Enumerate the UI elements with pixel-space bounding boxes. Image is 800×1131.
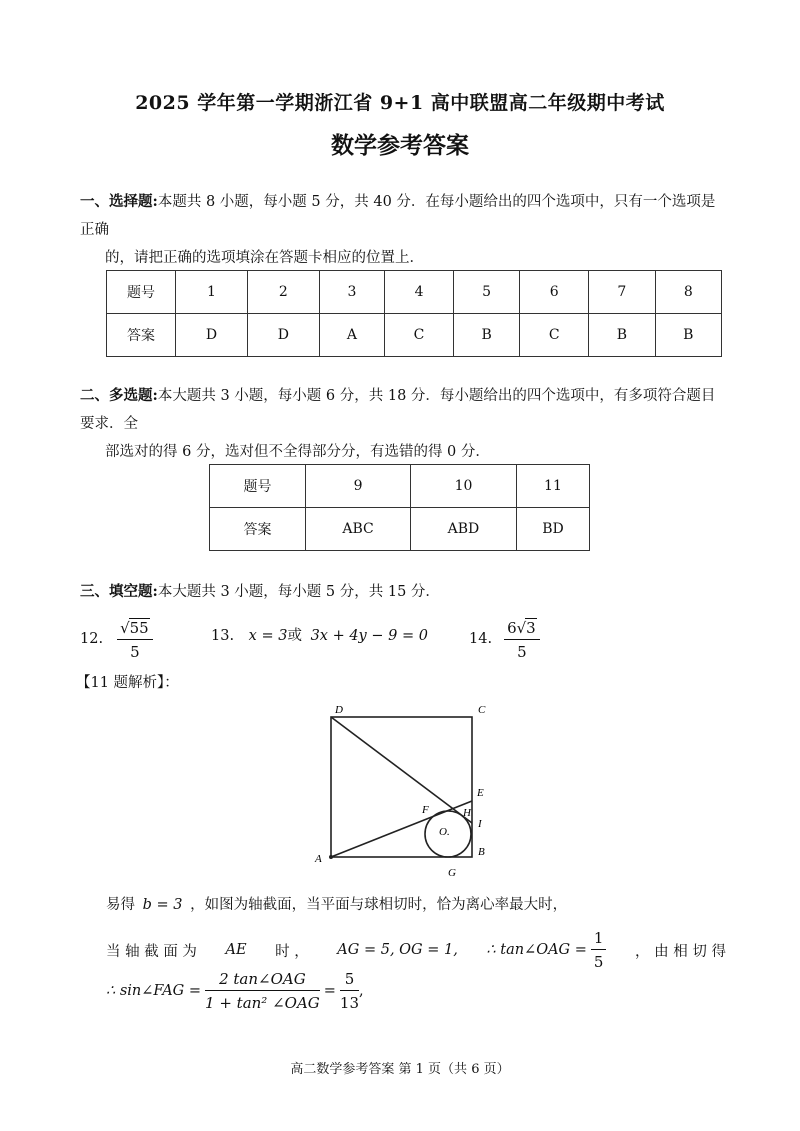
question-number: 6 xyxy=(520,271,589,314)
analysis-line3-post: , xyxy=(359,983,364,999)
question-number: 1 xyxy=(176,271,248,314)
tan-frac-numerator: 1 xyxy=(591,929,607,950)
q13-label: 13. xyxy=(211,628,235,644)
exam-title: 2025 学年第一学期浙江省 9+1 高中联盟高二年级期中考试 xyxy=(135,92,665,114)
answer-q13 xyxy=(211,624,428,645)
analysis-line2-tan xyxy=(486,929,606,971)
question-number: 11 xyxy=(516,465,589,508)
q12-denominator: 5 xyxy=(130,642,140,661)
label-c: C xyxy=(478,704,486,716)
sin-frac-denominator: 1 + tan² ∠OAG xyxy=(205,994,320,1012)
label-a: A xyxy=(315,853,322,865)
answer-cell: D xyxy=(176,314,248,357)
question-number: 4 xyxy=(385,271,454,314)
label-o: O. xyxy=(439,826,450,838)
result-frac-denominator: 13 xyxy=(339,994,360,1012)
section2-intro xyxy=(80,382,725,466)
analysis-line1-post: ，如图为轴截面，当平面与球相切时，恰为离心率最大时， xyxy=(190,897,568,913)
sin-fraction xyxy=(205,970,320,1012)
label-g: G xyxy=(448,867,456,879)
sin-frac-numerator: 2 tan∠OAG xyxy=(205,970,320,991)
answer-key-title: 数学参考答案 xyxy=(331,132,469,159)
answer-cell: BD xyxy=(516,508,589,551)
answer-cell: B xyxy=(655,314,721,357)
question-number: 7 xyxy=(589,271,655,314)
analysis-line2-e: ， 由 相 切 得 xyxy=(635,943,726,960)
section1-answer-table xyxy=(106,270,722,357)
analysis-line1-pre: 易得 xyxy=(106,897,135,913)
row-label-number: 题号 xyxy=(107,271,176,314)
section3-text: 本大题共 3 小题，每小题 5 分，共 15 分． xyxy=(157,584,440,600)
answer-cell: B xyxy=(453,314,519,357)
q14-coef: 6 xyxy=(507,618,517,637)
row-label-answer: 答案 xyxy=(107,314,176,357)
section1-heading: 一、选择题: xyxy=(80,193,158,210)
answer-cell: D xyxy=(247,314,319,357)
tan-frac-denominator: 5 xyxy=(593,953,604,971)
result-fraction xyxy=(340,970,359,1012)
line-a-to-e xyxy=(331,801,472,857)
question-number: 2 xyxy=(247,271,319,314)
answer-cell: ABD xyxy=(411,508,517,551)
table-row xyxy=(107,271,722,314)
row-label-number: 题号 xyxy=(210,465,306,508)
table-row xyxy=(210,508,590,551)
analysis-line1-eq: b = 3 xyxy=(142,897,183,913)
row-label-answer: 答案 xyxy=(210,508,306,551)
analysis-line3-eq: = xyxy=(323,983,336,999)
section3-heading: 三、填空题: xyxy=(80,583,158,600)
table-row xyxy=(210,465,590,508)
q14-label: 14. xyxy=(469,631,493,647)
section2-heading: 二、多选题: xyxy=(80,387,158,404)
page-footer: 高二数学参考答案 第 1 页（共 6 页） xyxy=(290,1062,510,1077)
q12-radicand: 55 xyxy=(129,618,149,637)
analysis-line2-b: 时 ， xyxy=(275,943,309,960)
answer-cell: C xyxy=(385,314,454,357)
analysis-line1 xyxy=(106,893,567,914)
question-number: 5 xyxy=(453,271,519,314)
label-f: F xyxy=(422,804,429,816)
table-row xyxy=(107,314,722,357)
q14-denominator: 5 xyxy=(517,642,527,661)
q13-part2: 3x + 4y − 9 = 0 xyxy=(310,628,428,644)
question-number: 9 xyxy=(306,465,411,508)
q12-fraction xyxy=(117,618,153,661)
answer-cell: B xyxy=(589,314,655,357)
analysis-line3 xyxy=(106,968,364,1014)
answer-q12 xyxy=(80,616,153,662)
q12-label: 12. xyxy=(80,631,104,647)
question-number: 10 xyxy=(411,465,517,508)
q12-numerator: √55 xyxy=(117,618,153,640)
section3-intro xyxy=(80,578,725,606)
section1-text-line2: 的，请把正确的选项填涂在答题卡相应的位置上． xyxy=(105,250,424,266)
answer-cell: C xyxy=(520,314,589,357)
label-b: B xyxy=(478,846,485,858)
section1-intro xyxy=(80,188,725,272)
section2-text-line2: 部选对的得 6 分，选对但不全得部分分，有选错的得 0 分． xyxy=(105,444,490,460)
analysis-line2-ae: AE xyxy=(225,942,247,958)
result-frac-numerator: 5 xyxy=(340,970,359,991)
analysis-line3-pre: ∴ sin∠FAG = xyxy=(106,983,202,999)
geometry-figure xyxy=(310,698,510,882)
answer-cell: ABC xyxy=(306,508,411,551)
analysis-line2-d: ∴ tan∠OAG = xyxy=(486,942,587,958)
q14-fraction xyxy=(504,618,540,661)
q14-radicand: 3 xyxy=(526,618,536,637)
q13-or: 或 xyxy=(287,628,302,644)
square-outline xyxy=(331,717,472,857)
section2-answer-table xyxy=(209,464,590,551)
tan-fraction xyxy=(591,929,607,971)
section2-text-line1: 本大题共 3 小题，每小题 6 分，共 18 分．每小题给出的四个选项中，有多项符合题目要求．全 xyxy=(80,388,716,432)
label-d: D xyxy=(335,704,343,716)
analysis-line2 xyxy=(106,926,726,974)
section1-text-line1: 本题共 8 小题，每小题 5 分，共 40 分．在每小题给出的四个选项中，只有一个选项是正确 xyxy=(80,194,716,238)
answer-cell: A xyxy=(319,314,384,357)
q13-part1: x = 3 xyxy=(248,628,288,644)
point-a xyxy=(329,855,333,859)
analysis-line2-c: AG = 5, OG = 1, xyxy=(337,942,458,958)
q14-numerator: 6√3 xyxy=(504,618,540,640)
question-number: 3 xyxy=(319,271,384,314)
analysis-line2-a: 当 轴 截 面 为 xyxy=(106,943,197,960)
question-number: 8 xyxy=(655,271,721,314)
label-h: H xyxy=(463,807,471,819)
analysis-heading: 【11 题解析】： xyxy=(76,675,179,691)
label-e: E xyxy=(477,787,484,799)
label-i: I xyxy=(478,818,482,830)
answer-q14 xyxy=(469,616,540,662)
line-d-to-i xyxy=(331,717,472,823)
